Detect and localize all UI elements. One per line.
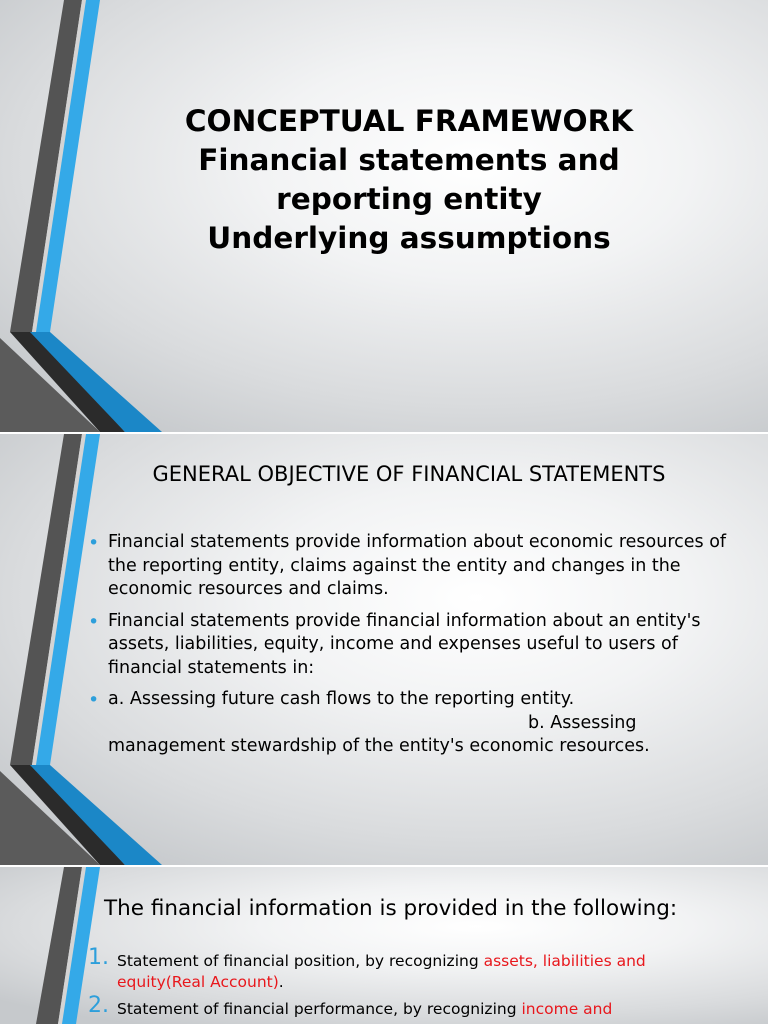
item-suffix: .: [278, 972, 284, 991]
slide-title: [0, 0, 768, 432]
bullet-item: [88, 531, 738, 602]
bullet-text-part-b: b. Assessing: [528, 712, 637, 733]
slide-decoration: [0, 0, 170, 432]
bullet-text: Financial statements provide financial information about an entity's assets, liabilities, equity, income and expenses useful to users of financial statements in:: [108, 610, 701, 678]
slide-general-objective: [0, 434, 768, 865]
bullet-text: Financial statements provide information about economic resources of the reporting entity, claims against the entity and changes in the economic resources and claims.: [108, 532, 727, 599]
item-text: Statement of financial position, by recognizing: [117, 952, 484, 970]
bullet-icon: •: [88, 532, 100, 554]
presentation-title: [150, 102, 668, 258]
numbered-list: [88, 945, 728, 1024]
item-text: Statement of financial performance, by recognizing: [117, 1000, 522, 1018]
list-item: [88, 945, 728, 992]
title-line: reporting entity: [276, 182, 542, 216]
bullet-icon: •: [88, 689, 100, 711]
item-highlight: assets, liabilities and equity(Real Account): [117, 952, 646, 991]
list-number: 2.: [88, 993, 109, 1018]
bullet-text-part-a: a. Assessing future cash flows to the reporting entity.: [108, 689, 575, 709]
bullet-icon: •: [88, 610, 100, 633]
list-number: 1.: [88, 945, 109, 970]
slide-title: The financial information is provided in the following:: [104, 896, 678, 921]
bullet-list: [88, 531, 738, 767]
list-item: [88, 993, 728, 1020]
slide-title: GENERAL OBJECTIVE OF FINANCIAL STATEMENTS: [152, 462, 666, 486]
bullet-item: [88, 610, 738, 681]
title-line: CONCEPTUAL FRAMEWORK: [184, 104, 634, 138]
item-highlight: income and: [521, 1000, 613, 1018]
title-line: Financial statements and: [198, 143, 620, 177]
title-line: Underlying assumptions: [207, 221, 611, 255]
bullet-item: [88, 688, 738, 759]
bullet-text-part-b-cont: management stewardship of the entity's economic resources.: [108, 736, 650, 756]
slide-financial-information: [0, 867, 768, 1024]
